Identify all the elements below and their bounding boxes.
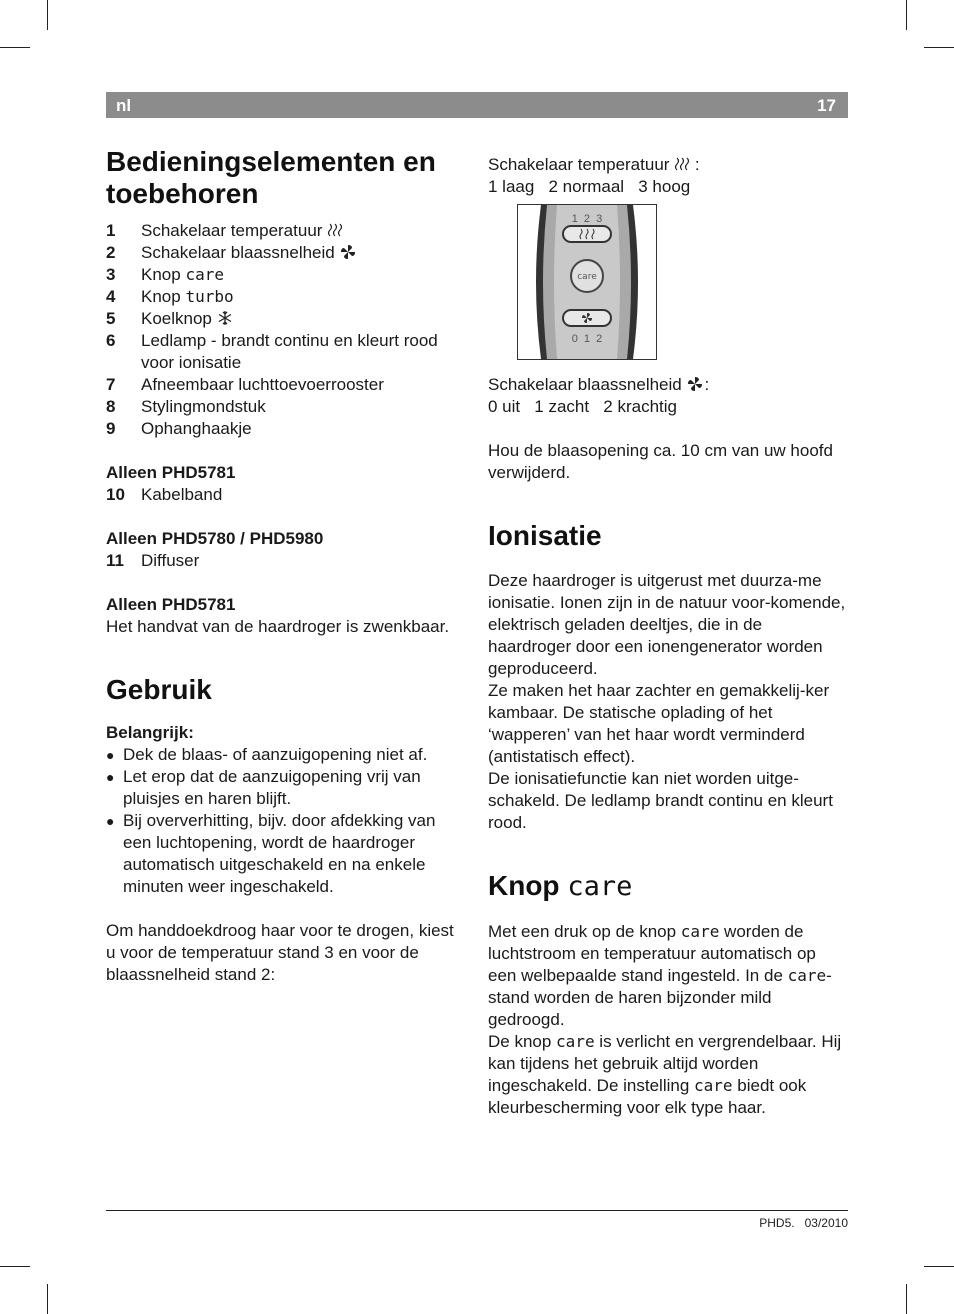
speed-levels: 0 uit 1 zacht 2 krachtig bbox=[488, 397, 677, 416]
paragraph: Deze haardroger is uitgerust met duurza-me ionisatie. Ionen zijn in de natuur voor-komende, elektrisch geladen deeltjes, die in de haardroger door een ionengenerator worden geproduceerd. bbox=[488, 571, 846, 678]
crop-mark bbox=[47, 0, 48, 30]
care-button-label: care bbox=[577, 272, 597, 282]
list-item: 11 Diffuser bbox=[106, 551, 200, 570]
snowflake-icon bbox=[217, 310, 233, 326]
section-title-ionisatie: Ionisatie bbox=[488, 520, 602, 551]
subsection-heading: Alleen PHD5781 bbox=[106, 463, 236, 482]
heat-icon bbox=[327, 222, 343, 238]
list-item: 9 Ophanghaakje bbox=[106, 419, 252, 438]
subsection-heading: Alleen PHD5781 bbox=[106, 595, 236, 614]
list-item: 6 Ledlamp - brandt continu en kleurt rood voor ionisatie bbox=[106, 331, 438, 372]
crop-mark bbox=[47, 1284, 48, 1314]
section-title-gebruik: Gebruik bbox=[106, 674, 212, 705]
important-label: Belangrijk: bbox=[106, 723, 194, 742]
paragraph: Ze maken het haar zachter en gemakkelij-ker kambaar. De statische oplading of het ‘wapperen’ van het haar wordt verminderd (antistatisch effect). bbox=[488, 681, 830, 766]
subsection-heading: Alleen PHD5780 / PHD5980 bbox=[106, 529, 324, 548]
list-item: 5 Koelknop bbox=[106, 308, 466, 330]
fan-icon bbox=[686, 376, 704, 392]
list-item: 2 Schakelaar blaassnelheid bbox=[106, 242, 466, 264]
paragraph: Met een druk op de knop care worden de luchtstroom en temperatuur automatisch op een welbepaalde stand ingesteld. In de care-stand worden de haren bijzonder mild gedroogd. bbox=[488, 922, 832, 1029]
paragraph: Hou de blaasopening ca. 10 cm van uw hoofd verwijderd. bbox=[488, 441, 833, 482]
list-item: 3 Knop care bbox=[106, 265, 224, 284]
page-number: 17 bbox=[817, 96, 836, 115]
left-column bbox=[106, 146, 466, 986]
language-code: nl bbox=[116, 96, 132, 115]
footer-model: PHD5. bbox=[759, 1216, 795, 1230]
list-item: 8 Stylingmondstuk bbox=[106, 397, 266, 416]
speed-switch bbox=[563, 310, 611, 326]
right-column bbox=[488, 154, 848, 1119]
list-item: ● Let erop dat de aanzuigopening vrij van pluisjes en haren blijft. bbox=[106, 766, 466, 810]
temperature-digits: 1 2 3 bbox=[571, 213, 603, 225]
crop-mark bbox=[0, 1266, 30, 1267]
speed-switch-label: Schakelaar blaassnelheid : bbox=[488, 375, 710, 394]
temperature-switch-label: Schakelaar temperatuur : bbox=[488, 155, 700, 174]
footer-date: 03/2010 bbox=[804, 1216, 848, 1230]
speed-digits: 0 1 2 bbox=[571, 333, 603, 345]
list-item: 4 Knop turbo bbox=[106, 287, 234, 306]
crop-mark bbox=[924, 1266, 954, 1267]
list-item: 1 Schakelaar temperatuur bbox=[106, 220, 466, 242]
heat-icon bbox=[674, 156, 690, 172]
crop-mark bbox=[0, 47, 30, 48]
paragraph: Het handvat van de haardroger is zwenkbaar. bbox=[106, 617, 450, 636]
control-panel-illustration bbox=[517, 204, 657, 360]
footer-rule bbox=[106, 1210, 848, 1211]
fan-icon bbox=[339, 244, 357, 260]
section-title-controls: Bedieningselementen en toebehoren bbox=[106, 146, 436, 209]
warning-list bbox=[106, 744, 466, 898]
temperature-levels: 1 laag 2 normaal 3 hoog bbox=[488, 177, 691, 196]
section-title-care: Knop care bbox=[488, 870, 633, 902]
crop-mark bbox=[906, 0, 907, 30]
paragraph: De ionisatiefunctie kan niet worden uitge-schakeld. De ledlamp brandt continu en kleurt rood. bbox=[488, 769, 833, 832]
parts-list bbox=[106, 220, 466, 440]
page-header-bar bbox=[106, 92, 848, 118]
list-item: ● Dek de blaas- of aanzuigopening niet af. bbox=[106, 744, 466, 766]
crop-mark bbox=[906, 1284, 907, 1314]
list-item: ● Bij oververhitting, bijv. door afdekking van een luchtopening, wordt de haardroger automatisch uitgeschakeld en na enkele minuten weer ingeschakeld. bbox=[106, 810, 466, 898]
list-item: 7 Afneembaar luchttoevoerrooster bbox=[106, 375, 384, 394]
footer bbox=[759, 1216, 848, 1230]
paragraph: De knop care is verlicht en vergrendelbaar. Hij kan tijdens het gebruik altijd worden ingeschakeld. De instelling care biedt ook kleurbescherming voor elk type haar. bbox=[488, 1032, 842, 1117]
crop-mark bbox=[924, 47, 954, 48]
paragraph: Om handdoekdroog haar voor te drogen, kiest u voor de temperatuur stand 3 en voor de blaassnelheid stand 2: bbox=[106, 921, 454, 984]
list-item: 10 Kabelband bbox=[106, 485, 223, 504]
